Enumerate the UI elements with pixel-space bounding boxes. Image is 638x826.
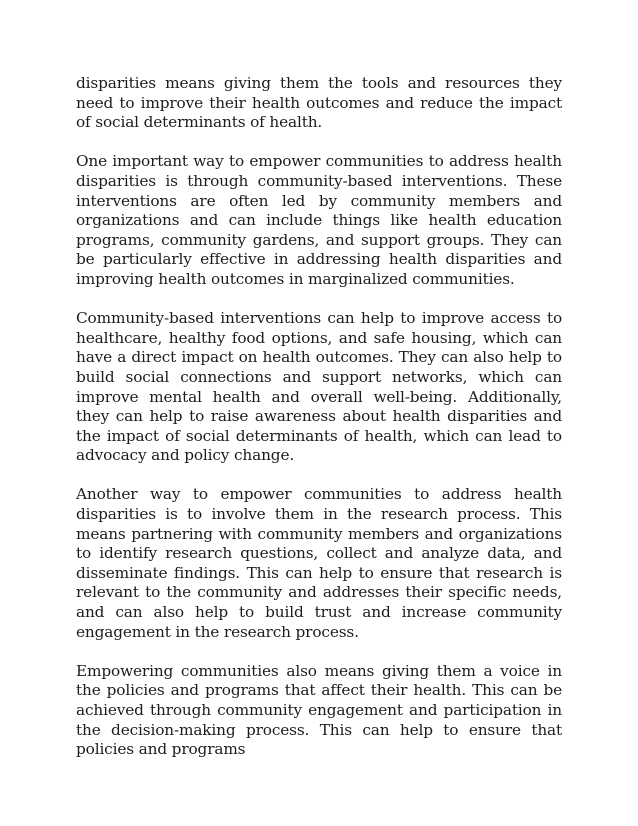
paragraph-5: Empowering communities also means giving them a voice in the policies and programs that affect their health. This can be achieved through community engagement and participation in the decision-making process. This can help to ensure that policies and programs [76, 661, 562, 759]
paragraph-1: disparities means giving them the tools and resources they need to improve their health outcomes and reduce the impact of social determinants of health. [76, 74, 562, 132]
document-page [76, 74, 562, 760]
paragraph-3: Community-based interventions can help to improve access to healthcare, healthy food options, and safe housing, which can have a direct impact on health outcomes. They can also help to build social connections and support networks, which can improve mental health and overall well-being. Additionally, they can help to raise awareness about health disparities and the impact of social determinants of health, which can lead to advocacy and policy change. [76, 309, 562, 465]
paragraph-2: One important way to empower communities to address health disparities is through community-based interventions. These interventions are often led by community members and organizations and can include things like health education programs, community gardens, and support groups. They can be particularly effective in addressing health disparities and improving health outcomes in marginalized communities. [76, 152, 562, 288]
paragraph-4: Another way to empower communities to address health disparities is to involve them in the research process. This means partnering with community members and organizations to identify research questions, collect and analyze data, and disseminate findings. This can help to ensure that research is relevant to the community and addresses their specific needs, and can also help to build trust and increase community engagement in the research process. [76, 485, 562, 641]
